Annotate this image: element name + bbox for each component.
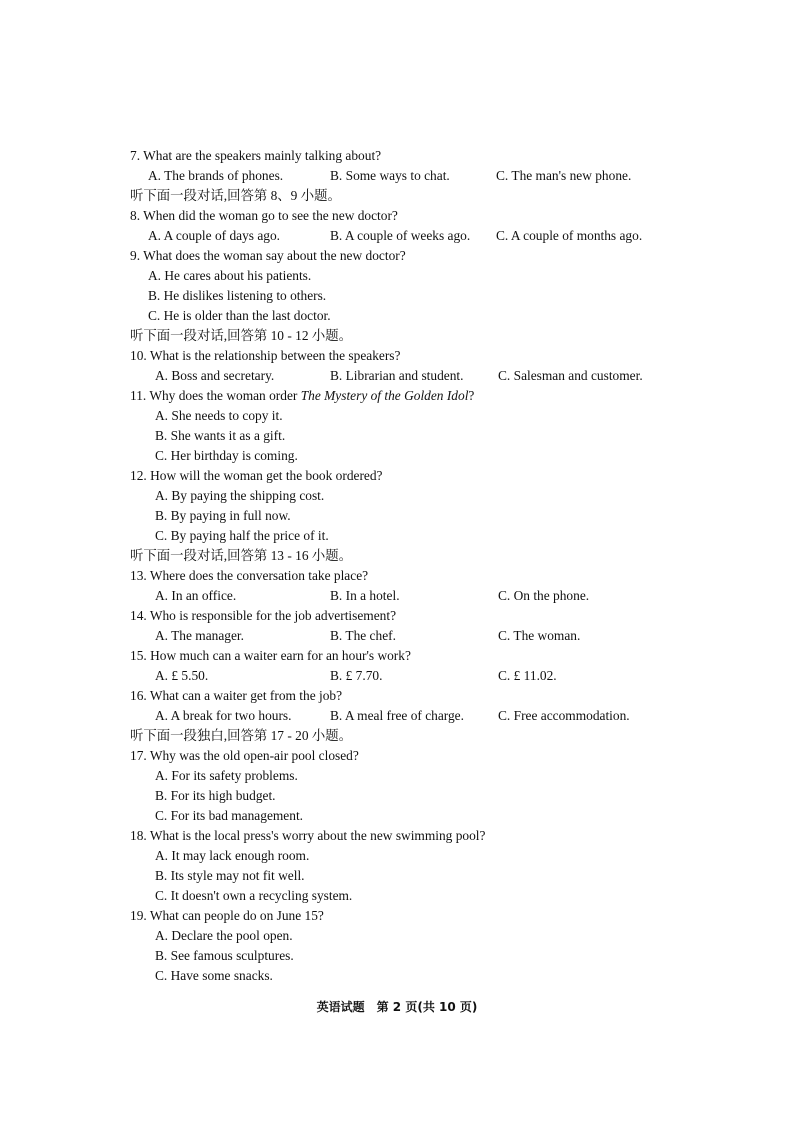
option-b: B. Librarian and student.	[330, 368, 464, 383]
question-15-options	[0, 666, 794, 686]
option-b: B. Its style may not fit well.	[155, 868, 305, 883]
option-a: A. She needs to copy it.	[155, 408, 283, 423]
option-c: C. Her birthday is coming.	[155, 448, 298, 463]
option-b: B. By paying in full now.	[155, 508, 291, 523]
option-b: B. She wants it as a gift.	[155, 428, 286, 443]
option-b: B. For its high budget.	[155, 788, 276, 803]
book-title: The Mystery of the Golden Idol	[300, 388, 469, 403]
instruction-17-20: 听下面一段独白,回答第 17 - 20 小题。	[130, 728, 353, 743]
option-c: C. The man's new phone.	[496, 168, 632, 183]
option-a: A. The manager.	[155, 628, 244, 643]
option-c: C. The woman.	[498, 628, 581, 643]
question-14-stem: 14. Who is responsible for the job advertisement?	[130, 608, 397, 623]
question-list	[0, 146, 794, 986]
question-11-stem-pre: 11. Why does the woman order	[130, 388, 301, 403]
option-c: C. He is older than the last doctor.	[148, 308, 331, 323]
question-12-stem: 12. How will the woman get the book ordered?	[130, 468, 383, 483]
option-c: C. A couple of months ago.	[496, 228, 643, 243]
question-9-stem: 9. What does the woman say about the new doctor?	[130, 248, 406, 263]
option-a: A. For its safety problems.	[155, 768, 298, 783]
question-17-stem: 17. Why was the old open-air pool closed?	[130, 748, 359, 763]
option-a: A. The brands of phones.	[148, 168, 284, 183]
question-16-options	[0, 706, 794, 726]
option-a: A. By paying the shipping cost.	[155, 488, 325, 503]
question-13-stem: 13. Where does the conversation take place?	[130, 568, 369, 583]
question-7-stem: 7. What are the speakers mainly talking about?	[130, 148, 382, 163]
option-b: B. A couple of weeks ago.	[330, 228, 471, 243]
option-a: A. Boss and secretary.	[155, 368, 275, 383]
question-16-stem: 16. What can a waiter get from the job?	[130, 688, 343, 703]
question-10-stem: 10. What is the relationship between the speakers?	[130, 348, 401, 363]
question-8-options	[0, 226, 794, 246]
instruction-13-16: 听下面一段对话,回答第 13 - 16 小题。	[130, 548, 353, 563]
option-b: B. A meal free of charge.	[330, 708, 464, 723]
question-19-stem: 19. What can people do on June 15?	[130, 908, 324, 923]
instruction-10-12: 听下面一段对话,回答第 10 - 12 小题。	[130, 328, 353, 343]
option-a: A. It may lack enough room.	[155, 848, 310, 863]
option-c: C. £ 11.02.	[498, 668, 557, 683]
option-a: A. In an office.	[155, 588, 237, 603]
question-7-options	[0, 166, 794, 186]
option-a: A. A break for two hours.	[155, 708, 292, 723]
question-15-stem: 15. How much can a waiter earn for an hour's work?	[130, 648, 411, 663]
option-a: A. He cares about his patients.	[148, 268, 312, 283]
option-b: B. The chef.	[330, 628, 396, 643]
page-footer: 英语试题 第 2 页(共 10 页)	[316, 1000, 478, 1014]
question-8-stem: 8. When did the woman go to see the new doctor?	[130, 208, 398, 223]
option-a: A. A couple of days ago.	[148, 228, 281, 243]
option-c: C. Free accommodation.	[498, 708, 630, 723]
option-a: A. £ 5.50.	[155, 668, 209, 683]
option-c: C. By paying half the price of it.	[155, 528, 329, 543]
question-14-options	[0, 626, 794, 646]
question-10-options	[0, 366, 794, 386]
option-c: C. Salesman and customer.	[498, 368, 643, 383]
question-13-options	[0, 586, 794, 606]
option-b: B. He dislikes listening to others.	[148, 288, 327, 303]
option-c: C. Have some snacks.	[155, 968, 273, 983]
question-18-stem: 18. What is the local press's worry about the new swimming pool?	[130, 828, 486, 843]
option-b: B. £ 7.70.	[330, 668, 383, 683]
question-11-stem	[0, 386, 794, 406]
option-a: A. Declare the pool open.	[155, 928, 293, 943]
option-b: B. Some ways to chat.	[330, 168, 450, 183]
option-b: B. See famous sculptures.	[155, 948, 294, 963]
option-c: C. It doesn't own a recycling system.	[155, 888, 353, 903]
option-c: C. On the phone.	[498, 588, 590, 603]
question-11-stem-post: ?	[468, 388, 475, 403]
instruction-8-9: 听下面一段对话,回答第 8、9 小题。	[130, 188, 341, 203]
option-b: B. In a hotel.	[330, 588, 400, 603]
option-c: C. For its bad management.	[155, 808, 304, 823]
